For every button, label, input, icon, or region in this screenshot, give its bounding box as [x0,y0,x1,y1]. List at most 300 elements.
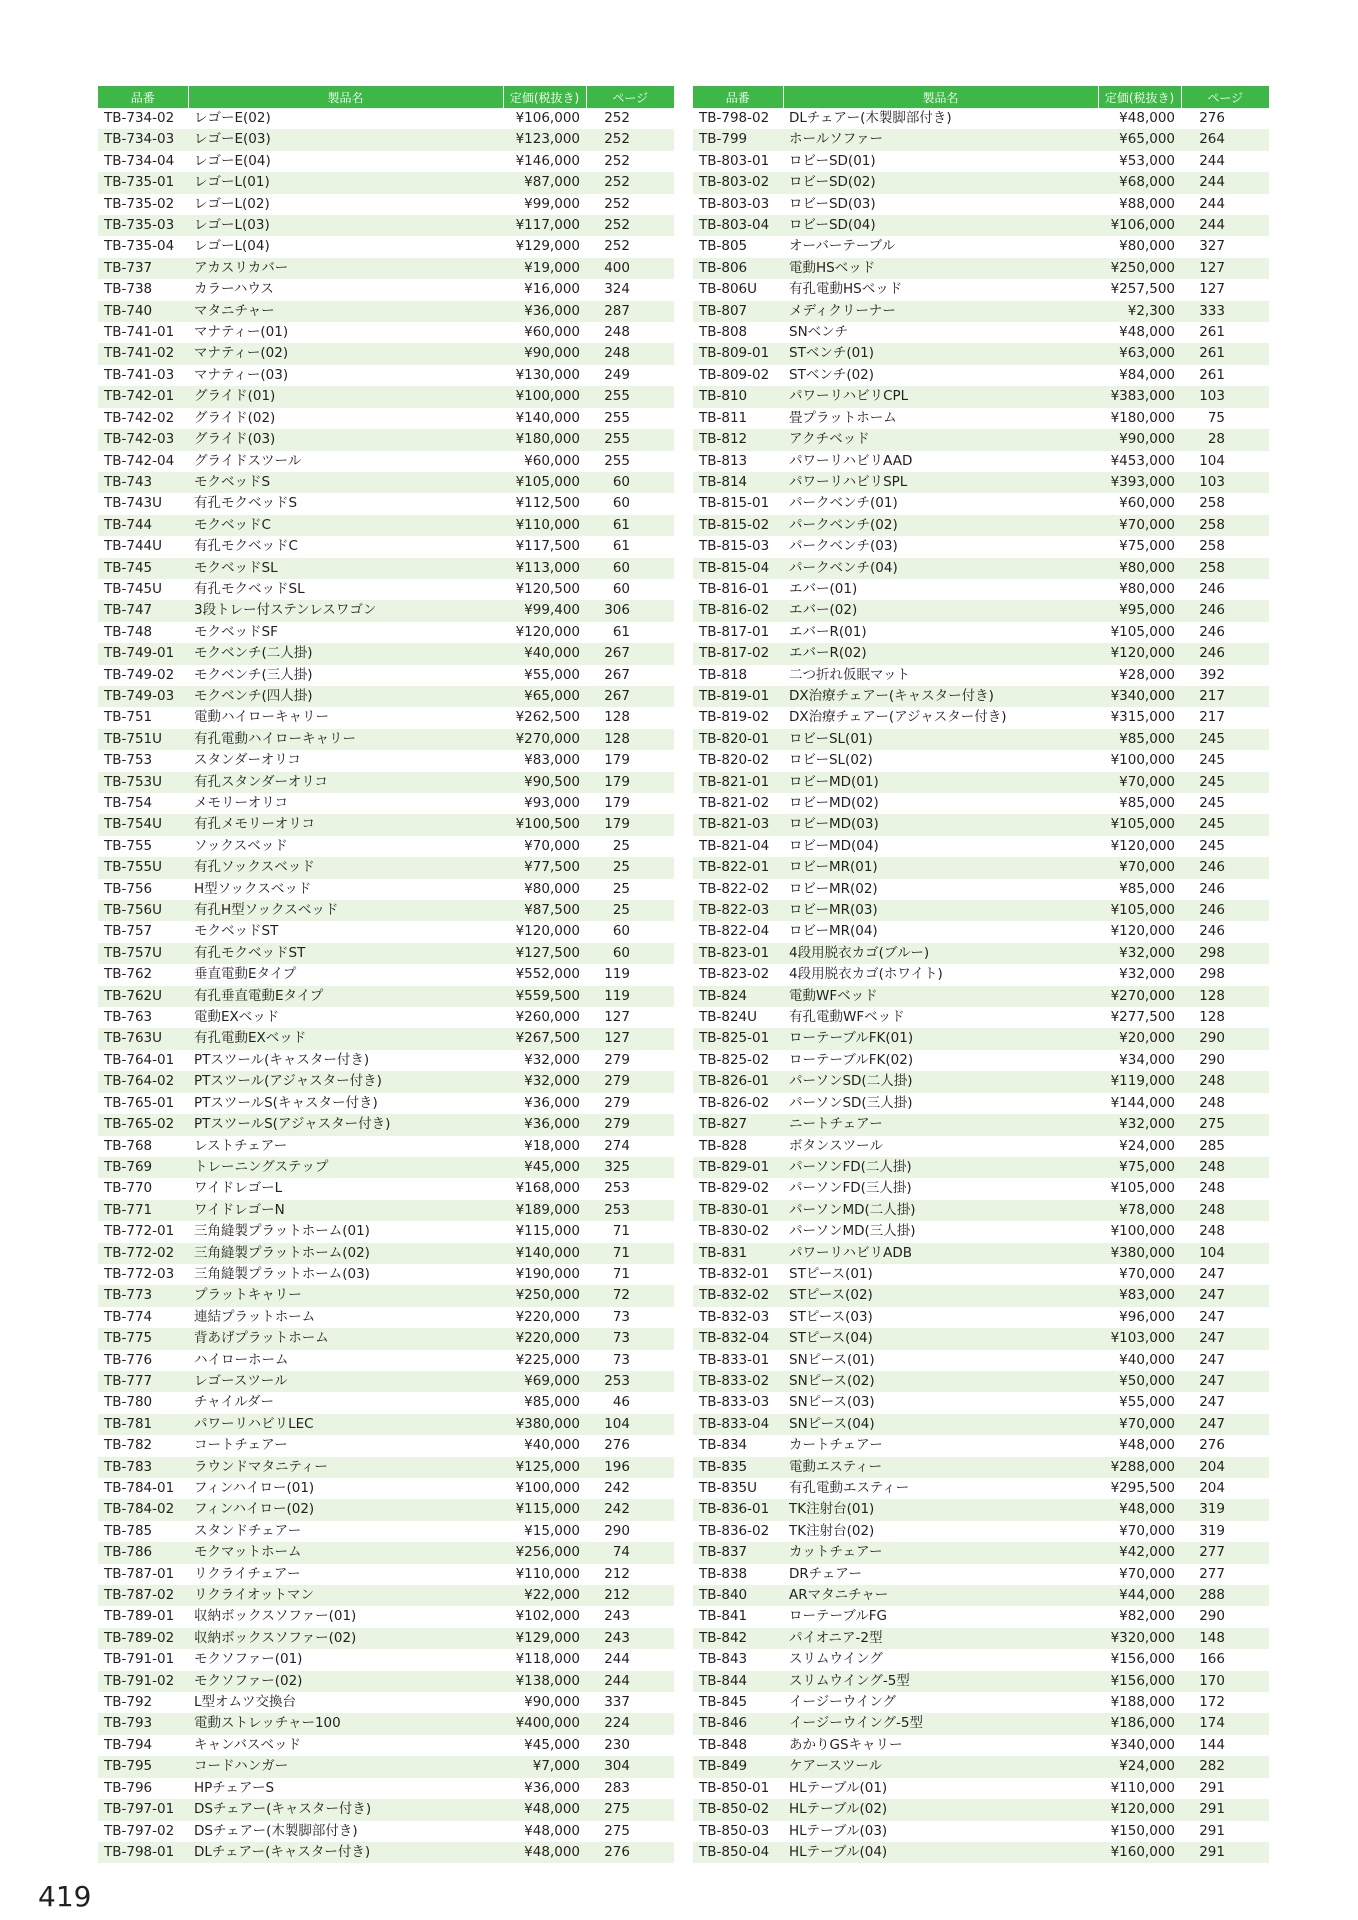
catalog-page: 291 [1181,1842,1269,1863]
table-row [693,879,1269,900]
catalog-page: 246 [1199,580,1225,597]
product-code: TB-849 [693,1756,783,1777]
product-code: TB-749-03 [98,686,188,707]
product-price: ¥70,000 [1098,1414,1181,1435]
product-name: パークベンチ(02) [783,515,1098,536]
product-name: STベンチ(01) [783,343,1098,364]
product-code: TB-838 [699,1565,748,1582]
catalog-page: 279 [586,1071,674,1092]
header-code: 品番 [693,86,783,108]
product-code: TB-743 [98,472,188,493]
product-name: レゴーL(03) [188,215,503,236]
catalog-page: 217 [1199,709,1225,726]
product-name: 電動ストレッチャー100 [188,1713,503,1734]
product-name: パワーリハビリAAD [789,452,913,469]
product-price: ¥60,000 [1119,495,1175,512]
table-row [98,322,674,343]
catalog-page: 246 [1199,923,1225,940]
product-price: ¥262,500 [515,709,580,726]
product-code: TB-738 [104,281,153,298]
product-code: TB-830-01 [693,1200,783,1221]
header-page: ページ [1181,86,1269,108]
product-code: TB-821-04 [699,837,770,854]
catalog-page: 73 [612,1351,630,1368]
product-price: ¥220,000 [515,1308,580,1325]
catalog-page: 279 [604,1051,630,1068]
product-price: ¥2,300 [1098,301,1181,322]
table-row [98,536,674,557]
catalog-page: 127 [1199,281,1225,298]
product-name: グライド(02) [194,409,276,426]
product-price: ¥117,000 [503,215,586,236]
product-price: ¥120,000 [1110,923,1175,940]
product-name: カラーハウス [194,281,274,298]
product-code: TB-786 [98,1542,188,1563]
product-price: ¥60,000 [524,324,580,341]
table-row [693,1585,1269,1606]
product-name: 有孔ソックスベッド [188,857,503,878]
product-price: ¥120,000 [515,923,580,940]
product-code: TB-797-01 [98,1799,188,1820]
product-price: ¥90,500 [503,772,586,793]
product-price: ¥140,000 [515,409,580,426]
product-name: モクベッドSL [188,558,503,579]
catalog-page: 252 [586,215,674,236]
product-code: TB-821-02 [699,795,770,811]
product-price: ¥36,000 [503,301,586,322]
product-code: TB-798-02 [699,110,770,126]
product-name: PTスツール(キャスター付き) [194,1051,370,1068]
table-row [98,386,674,407]
product-code: TB-789-01 [104,1608,175,1625]
table-row [693,986,1269,1007]
product-code: TB-755 [104,837,153,854]
product-code: TB-757 [104,923,153,940]
table-row [693,1799,1269,1820]
table-row [693,1307,1269,1328]
catalog-page: 104 [1181,1243,1269,1264]
product-code: TB-803-02 [693,172,783,193]
product-code: TB-794 [104,1736,153,1753]
table-row [98,1093,674,1114]
catalog-page: 196 [586,1457,674,1478]
catalog-page: 71 [612,1265,630,1282]
product-price: ¥48,000 [1119,110,1175,126]
table-row [693,1756,1269,1777]
catalog-page: 148 [1181,1628,1269,1649]
table-row [98,1585,674,1606]
product-name: 連結プラットホーム [194,1308,316,1325]
catalog-page: 75 [1207,409,1225,426]
catalog-page: 212 [604,1565,630,1582]
product-code: TB-745U [104,580,163,597]
catalog-page: 246 [1199,623,1225,640]
product-price: ¥69,000 [503,1371,586,1392]
table-row [693,279,1269,300]
table-row [98,1307,674,1328]
table-row [693,451,1269,472]
table-row [98,215,674,236]
product-code: TB-799 [693,129,783,150]
product-code: TB-833-01 [699,1351,770,1368]
product-name: トレーニングステップ [188,1157,503,1178]
catalog-page: 267 [586,686,674,707]
product-price: ¥105,000 [503,472,586,493]
product-price: ¥125,000 [503,1457,586,1478]
table-row [693,1478,1269,1499]
product-name: ローテーブルFK(01) [783,1028,1098,1049]
product-name: コートチェアー [194,1437,288,1454]
product-code: TB-756U [98,900,188,921]
product-price: ¥393,000 [1098,472,1181,493]
catalog-page: 333 [1181,301,1269,322]
table-row [98,1478,674,1499]
catalog-page: 60 [586,472,674,493]
product-name: メモリーオリコ [194,795,288,811]
product-name: モクベッドSF [194,623,278,640]
product-code: TB-744U [104,538,163,555]
catalog-page: 103 [1181,386,1269,407]
product-name: 垂直電動Eタイプ [194,966,297,983]
product-price: ¥250,000 [503,1285,586,1306]
catalog-page: 172 [1199,1694,1225,1711]
product-name: 二つ折れ仮眠マット [789,666,910,683]
product-price: ¥110,000 [1110,1779,1175,1796]
product-name: カートチェアー [789,1437,883,1454]
product-name: モクソファー(01) [194,1651,303,1668]
product-price: ¥48,000 [503,1842,586,1863]
table-row [693,1606,1269,1627]
table-row [693,1328,1269,1349]
catalog-page: 204 [1181,1457,1269,1478]
catalog-page: 290 [1199,1051,1225,1068]
table-row [98,172,674,193]
product-name: ワイドレゴーN [188,1200,503,1221]
product-name: コードハンガー [188,1756,503,1777]
catalog-page: 179 [586,814,674,835]
price-table-right [693,86,1269,1863]
table-row [693,1221,1269,1242]
table-row [693,151,1269,172]
catalog-page: 242 [604,1480,630,1496]
catalog-page: 230 [604,1736,630,1753]
table-row [693,343,1269,364]
catalog-page: 127 [604,1009,630,1026]
table-row [98,236,674,257]
product-code: TB-753U [98,772,188,793]
table-row [98,1671,674,1692]
product-name: ロビーMR(03) [783,900,1098,921]
catalog-page: 60 [612,580,630,597]
catalog-page: 60 [612,923,630,940]
table-row [98,1778,674,1799]
product-price: ¥88,000 [1119,195,1175,212]
catalog-page: 247 [1181,1414,1269,1435]
product-price: ¥40,000 [1119,1351,1175,1368]
table-row [98,365,674,386]
table-row [693,729,1269,750]
product-price: ¥48,000 [1098,1499,1181,1520]
product-name: モクマットホーム [188,1542,503,1563]
product-code: TB-829-01 [693,1157,783,1178]
product-code: TB-845 [699,1694,748,1711]
product-name: ロビーSD(02) [783,172,1098,193]
product-price: ¥36,000 [503,1114,586,1135]
product-price: ¥144,000 [1110,1094,1175,1111]
product-code: TB-806 [693,258,783,279]
table-row [98,1028,674,1049]
catalog-page: 204 [1199,1480,1225,1496]
catalog-page: 242 [586,1499,674,1520]
product-code: TB-819-02 [699,709,770,726]
table-row [693,301,1269,322]
product-price: ¥146,000 [515,152,580,169]
product-price: ¥260,000 [515,1009,580,1026]
product-name: カットチェアー [783,1542,1098,1563]
product-code: TB-821-03 [693,814,783,835]
table-row [98,151,674,172]
catalog-page: 279 [604,1094,630,1111]
product-code: TB-735-04 [104,238,175,255]
product-name: ロビーSL(02) [789,752,873,769]
product-price: ¥63,000 [1098,343,1181,364]
product-code: TB-796 [104,1779,153,1796]
catalog-page: 247 [1199,1394,1225,1411]
product-code: TB-850-02 [693,1799,783,1820]
product-name: SNピース(04) [783,1414,1098,1435]
product-name: パワーリハビリLEC [188,1414,503,1435]
product-price: ¥16,000 [524,281,580,298]
product-price: ¥117,500 [515,538,580,555]
product-code: TB-844 [693,1671,783,1692]
product-code: TB-806U [699,281,758,298]
catalog-page: 119 [586,986,674,1007]
product-code: TB-818 [699,666,748,683]
catalog-page: 290 [1181,1028,1269,1049]
product-name: 有孔電動エスティー [789,1480,910,1496]
catalog-page: 243 [604,1608,630,1625]
table-row [98,964,674,985]
product-price: ¥80,000 [1119,580,1175,597]
product-name: モクベッドC [188,515,503,536]
header-page: ページ [586,86,674,108]
catalog-page: 249 [604,366,630,383]
catalog-page: 248 [1181,1200,1269,1221]
table-row [693,1713,1269,1734]
product-code: TB-832-04 [693,1328,783,1349]
product-code: TB-741-03 [104,366,175,383]
catalog-page: 244 [1181,215,1269,236]
catalog-page: 319 [1181,1499,1269,1520]
catalog-page: 252 [586,172,674,193]
product-name: SNベンチ [789,324,849,341]
product-code: TB-797-02 [104,1822,175,1839]
product-name: スタンドチェアー [194,1522,302,1539]
catalog-page: 248 [1181,1157,1269,1178]
catalog-page: 103 [1181,472,1269,493]
table-row [98,1799,674,1820]
product-code: TB-835U [699,1480,758,1496]
catalog-page: 73 [612,1308,630,1325]
table-row [693,964,1269,985]
catalog-page: 255 [586,386,674,407]
table-row [693,515,1269,536]
table-row [98,707,674,728]
product-code: TB-762U [98,986,188,1007]
catalog-page: 255 [604,409,630,426]
price-table-left [98,86,674,1863]
product-code: TB-734-03 [98,129,188,150]
product-code: TB-841 [699,1608,748,1625]
product-name: STピース(03) [789,1308,873,1325]
product-name: グライドスツール [194,452,302,469]
table-row [98,129,674,150]
catalog-page: 258 [1181,558,1269,579]
product-price: ¥270,000 [1098,986,1181,1007]
product-code: TB-735-03 [98,215,188,236]
product-name: DLチェアー(木製脚部付き) [789,110,952,126]
product-name: DX治療チェアー(アジャスター付き) [789,709,1007,726]
product-name: ラウンドマタニティー [188,1457,503,1478]
product-name: モクベンチ(四人掛) [188,686,503,707]
product-code: TB-840 [693,1585,783,1606]
table-row [98,986,674,1007]
table-row [693,1350,1269,1371]
product-code: TB-764-01 [104,1051,175,1068]
product-code: TB-735-01 [98,172,188,193]
product-price: ¥50,000 [1098,1371,1181,1392]
product-price: ¥80,000 [524,880,580,897]
product-code: TB-757U [98,943,188,964]
catalog-page: 104 [586,1414,674,1435]
product-price: ¥113,000 [503,558,586,579]
catalog-page: 255 [586,429,674,450]
product-price: ¥110,000 [503,515,586,536]
product-price: ¥288,000 [1098,1457,1181,1478]
table-row [693,536,1269,557]
table-row [693,579,1269,600]
table-row [98,1414,674,1435]
header-price: 定価(税抜き) [1098,86,1181,108]
table-row [98,836,674,857]
table-row [693,194,1269,215]
catalog-page: 174 [1181,1713,1269,1734]
table-row [693,600,1269,621]
catalog-page: 287 [586,301,674,322]
product-code: TB-820-01 [693,729,783,750]
product-code: TB-737 [98,258,188,279]
table-row [98,921,674,942]
catalog-page: 261 [1199,324,1225,341]
product-code: TB-809-02 [699,366,770,383]
catalog-page: 246 [1199,880,1225,897]
product-price: ¥70,000 [1098,857,1181,878]
catalog-page: 245 [1181,772,1269,793]
product-price: ¥45,000 [524,1736,580,1753]
catalog-page: 244 [586,1671,674,1692]
table-row [98,108,674,129]
product-price: ¥24,000 [1098,1756,1181,1777]
product-code: TB-850-04 [693,1842,783,1863]
product-name: チャイルダー [194,1394,275,1411]
product-code: TB-772-02 [98,1243,188,1264]
table-row [98,729,674,750]
product-code: TB-826-02 [699,1094,770,1111]
table-row [98,1200,674,1221]
catalog-page: 128 [1199,1009,1225,1026]
product-price: ¥129,000 [515,238,580,255]
table-row [693,836,1269,857]
catalog-page: 258 [1199,495,1225,512]
table-row [693,322,1269,343]
product-code: TB-822-03 [693,900,783,921]
product-name: スリムウイング-5型 [783,1671,1098,1692]
product-price: ¥320,000 [1098,1628,1181,1649]
product-name: キャンバスベッド [194,1736,302,1753]
table-header-row [98,86,674,108]
product-price: ¥277,500 [1110,1009,1175,1026]
catalog-page: 25 [586,900,674,921]
catalog-page: 224 [586,1713,674,1734]
product-name: ローテーブルFG [789,1608,888,1625]
product-price: ¥40,000 [524,1437,580,1454]
product-name: ケアースツール [783,1756,1098,1777]
product-price: ¥55,000 [524,666,580,683]
catalog-page: 73 [586,1328,674,1349]
catalog-page: 61 [612,623,630,640]
table-row [98,558,674,579]
product-name: ホールソファー [783,129,1098,150]
table-row [693,1050,1269,1071]
table-row [693,1007,1269,1028]
catalog-page: 212 [586,1585,674,1606]
product-name: パークベンチ(04) [783,558,1098,579]
product-price: ¥32,000 [503,1071,586,1092]
catalog-page: 291 [1181,1799,1269,1820]
product-code: TB-809-01 [693,343,783,364]
product-price: ¥160,000 [1098,1842,1181,1863]
product-price: ¥7,000 [503,1756,586,1777]
catalog-page: 248 [1199,1180,1225,1197]
product-price: ¥90,000 [524,1694,580,1711]
catalog-page: 291 [1199,1822,1225,1839]
catalog-page: 25 [612,880,630,897]
product-name: マナティー(02) [188,343,503,364]
product-price: ¥115,000 [503,1499,586,1520]
product-code: TB-734-02 [104,110,175,126]
table-row [693,1778,1269,1799]
product-name: HLテーブル(02) [783,1799,1098,1820]
table-row [98,814,674,835]
catalog-page: 244 [1199,195,1225,212]
table-row [98,1713,674,1734]
product-code: TB-836-02 [699,1522,770,1539]
product-code: TB-787-01 [104,1565,175,1582]
catalog-page: 288 [1181,1585,1269,1606]
product-name: レゴーE(02) [194,110,271,126]
product-name: パワーリハビリADB [783,1243,1098,1264]
catalog-page: 261 [1181,343,1269,364]
catalog-page: 248 [1181,1071,1269,1092]
table-header-row [693,86,1269,108]
product-name: パークベンチ(01) [789,495,898,512]
table-row [98,1628,674,1649]
product-price: ¥80,000 [1098,558,1181,579]
table-row [98,1007,674,1028]
catalog-page: 304 [586,1756,674,1777]
product-name: STピース(01) [789,1265,873,1282]
product-code: TB-792 [104,1694,153,1711]
